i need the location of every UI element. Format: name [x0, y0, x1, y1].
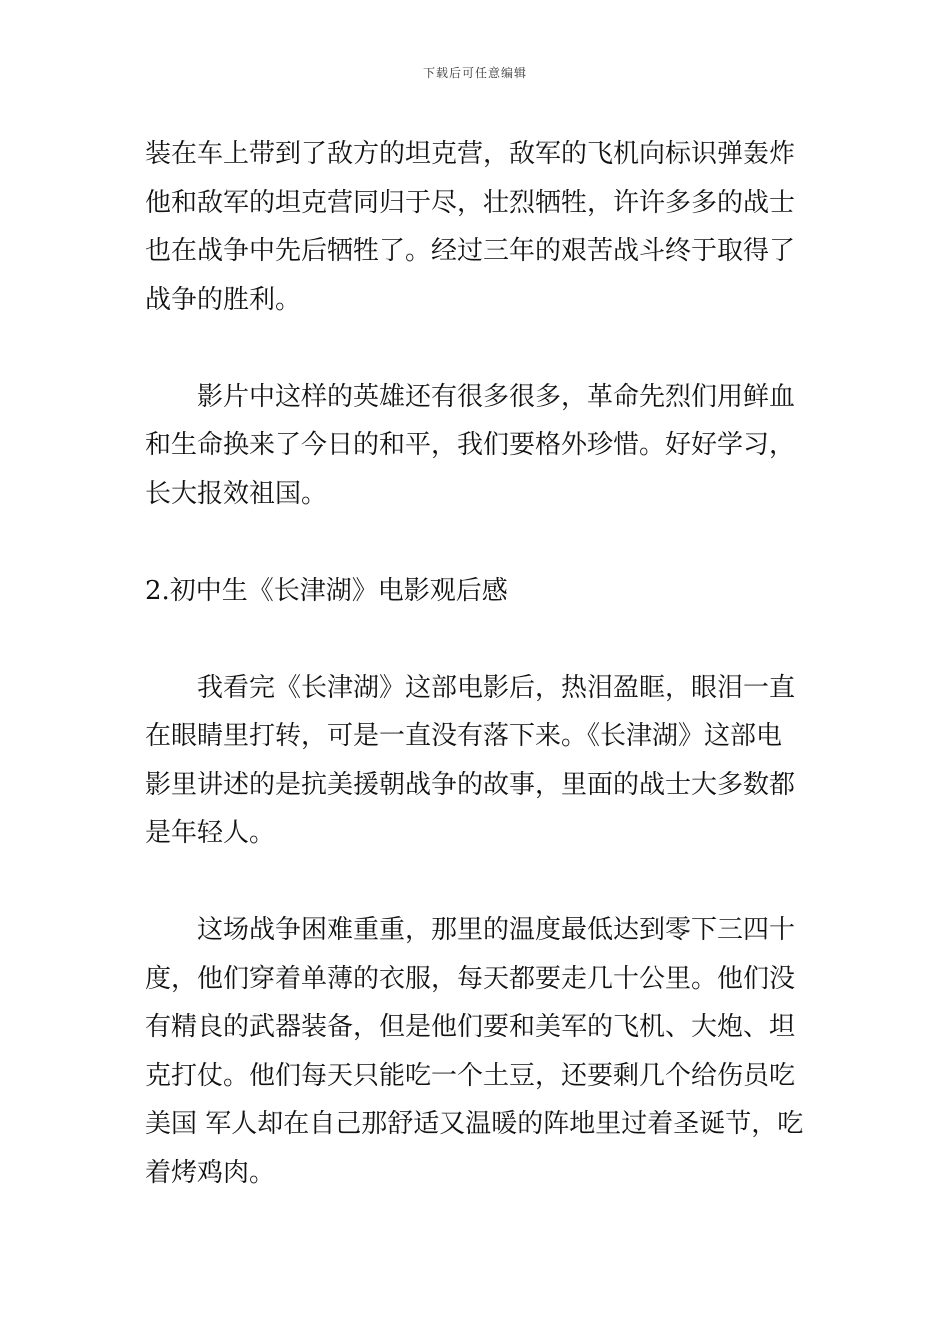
text-line: 有精良的武器装备，但是他们要和美军的飞机、大炮、坦	[145, 1012, 796, 1042]
text-line: 克打仗。他们每天只能吃一个土豆，还要剩几个给伤员吃	[145, 1060, 796, 1091]
text-line: 在眼睛里打转，可是一直没有落下来。《长津湖》这部电	[145, 721, 783, 751]
text-line: 他和敌军的坦克营同归于尽，壮烈牺牲，许许多多的战士	[145, 187, 796, 218]
text-line: 装在车上带到了敌方的坦克营，敌军的飞机向标识弹轰炸	[145, 139, 796, 169]
text-line: 我看完《长津湖》这部电影后，热泪盈眶，眼泪一直	[197, 672, 796, 703]
section-heading-text: 2.初中生《长津湖》电影观后感	[145, 575, 508, 606]
document-body	[145, 130, 815, 1197]
text-line: 度，他们穿着单薄的衣服，每天都要走几十公里。他们没	[145, 963, 796, 994]
text-line: 着烤鸡肉。	[145, 1157, 276, 1188]
paragraph	[145, 664, 815, 858]
text-line: 这场战争困难重重，那里的温度最低达到零下三四十	[197, 915, 796, 945]
text-line: 也在战争中先后牺牲了。经过三年的艰苦战斗终于取得了	[145, 236, 796, 266]
text-line: 美国 军人却在自己那舒适又温暖的阵地里过着圣诞节，吃	[145, 1109, 804, 1139]
text-line: 影里讲述的是抗美援朝战争的故事，里面的战士大多数都	[145, 769, 796, 800]
paragraph	[145, 906, 815, 1197]
text-line: 长大报效祖国。	[145, 478, 328, 509]
page-header-note: 下载后可任意编辑	[422, 66, 527, 80]
section-heading	[145, 567, 815, 616]
text-line: 战争的胜利。	[145, 284, 302, 315]
text-line: 和生命换来了今日的和平，我们要格外珍惜。好好学习，	[145, 430, 796, 460]
paragraph-continuation	[145, 130, 815, 324]
text-line: 是年轻人。	[145, 818, 276, 848]
text-line: 影片中这样的英雄还有很多很多，革命先烈们用鲜血	[197, 381, 796, 412]
paragraph	[145, 373, 815, 519]
